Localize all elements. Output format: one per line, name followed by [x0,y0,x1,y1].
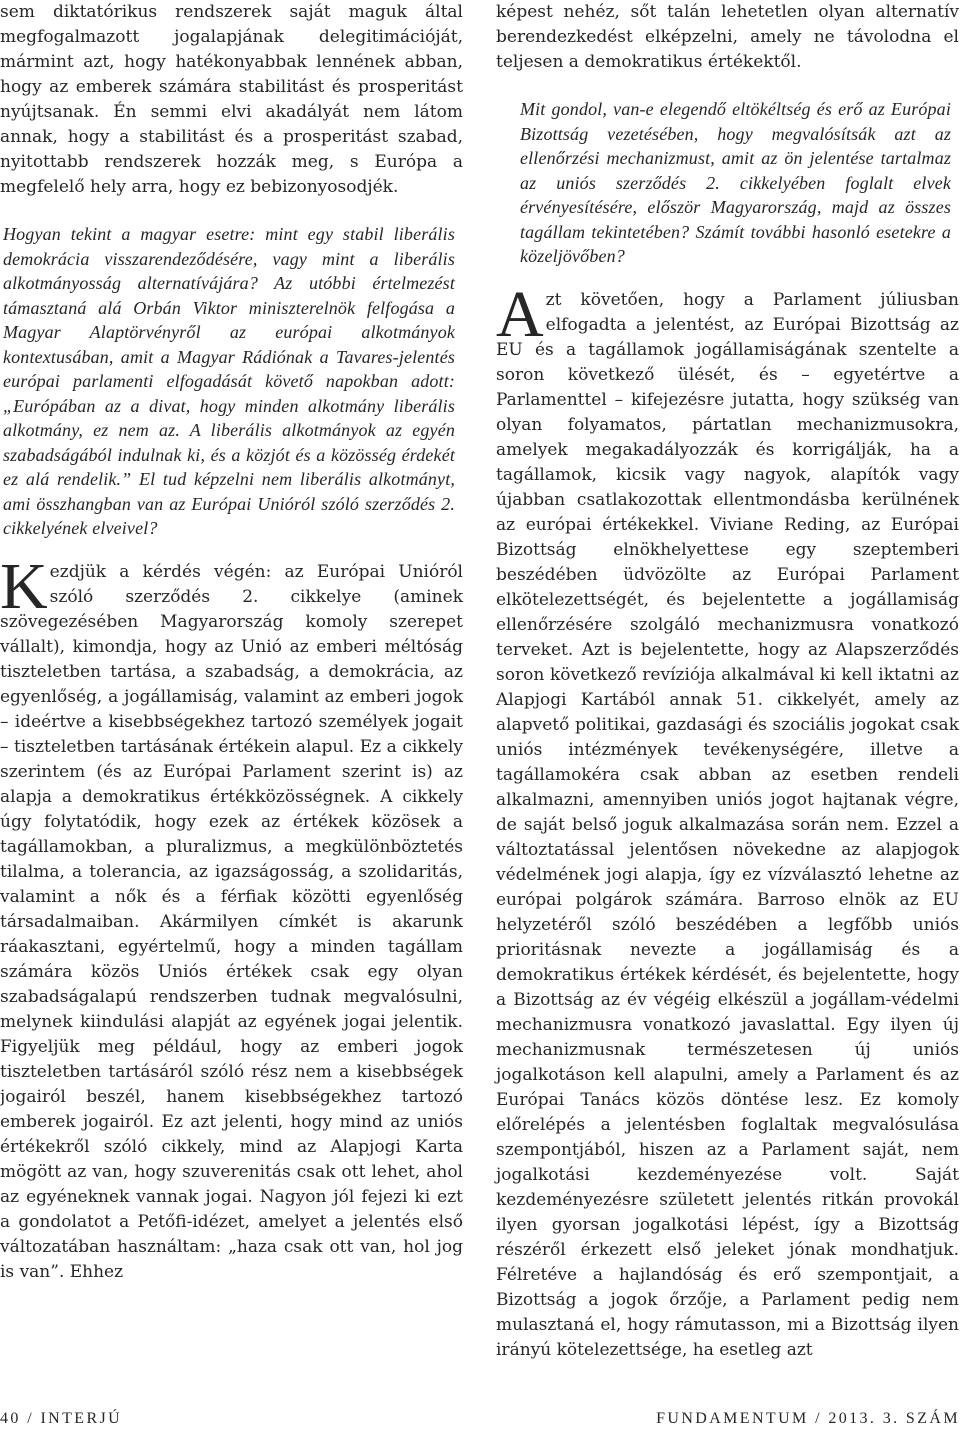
interview-question: Mit gondol, van-e elegendő eltökéltség és erő az Európai Bizottság vezetésében, hogy megvalósítsák azt az ellenőrzési mechanizmust, amit az ön jelentése tartalmaz az uniós szerződés 2. cikkelyében foglalt elvek érvényesítésére, először Magyarország, majd az összes tagállam tekintetében? Számít további hasonló esetekre a közeljövőben? [520,99,951,266]
right-column [496,0,959,1363]
page-footer-publication: FUNDAMENTUM / 2013. 3. SZÁM [656,1410,960,1427]
drop-cap: K [0,549,48,623]
page-footer-section: 40 / INTERJÚ [0,1410,123,1427]
interview-question: Hogyan tekint a magyar esetre: mint egy stabil liberális demokrácia visszarendeződésére, vagy mint a liberális alkotmányosság alternatívájára? Az utóbbi értelmezést támasztaná alá Orbán Viktor miniszterelnök felfogása a Magyar Alaptörvényről az európai alkotmányok kontextusában, amit a Magyar Rádiónak a Tavares-jelentés európai parlamenti elfogadását követő napokban adott: „Európában az a divat, hogy minden alkotmány liberális alkotmány, ez nem az. A liberális alkotmányok az egyén szabadságából indulnak ki, és a közjót és a közösség érdekét ez alá rendelik.” El tud képzelni nem liberális alkotmányt, ami összhangban van az Európai Unióról szóló szerződés 2. cikkelyének elveivel? [3,224,455,538]
left-column [0,0,463,1285]
body-paragraph: képest nehéz, sőt talán lehetetlen olyan alternatív berendezkedést elképzelni, amely ne távolodna el teljesen a demokratikus értékektől. [496,2,959,72]
drop-cap: A [496,277,544,351]
answer-block [496,277,959,1363]
answer-block [0,549,463,1285]
answer-paragraph: zt követően, hogy a Parlament júliusban elfogadta a jelentést, az Európai Bizottság az EU és a tagállamok jogállamiságának szentelte a soron következő ülését, és – egyetértve a Parlamenttel – kifejezésre jutatta, hogy szükség van olyan folyamatos, pártatlan mechanizmusokra, amelyek megakadályozzák és korrigálják, ha a tagállamok, kicsik vagy nagyok, alapítók vagy újabban csatlakozottak ellentmondásba kerülnének az európai értékekkel. Viviane Reding, az Európai Bizottság elnökhelyettese egy szeptemberi beszédében üdvözölte az Európai Parlament elkötelezettségét, és bejelentette a jogállamiság ellenőrzésére szolgáló mechanizmusra vonatkozó terveket. Azt is bejelentette, hogy az Alapszerződés soron következő revíziója alkalmával ki kell iktatni az Alapjogi Kartából annak 51. cikkelyét, amely az alapvető politikai, gazdasági és szociális jogokat csak uniós intézmények tevékenységére, illetve a tagállamokéra csak abban az esetben rendeli alkalmazni, amennyiben uniós jogot hajtanak végre, de saját belső joguk alkalmazása során nem. Ezzel a változtatással jelentősen növekedne az alapjogok védelmének jogi alapja, így ez vízválasztó lehetne az európai polgárok számára. Barroso elnök az EU helyzetéről szóló beszédében a legfőbb uniós prioritásnak nevezte a jogállamiság és a demokratikus értékek kérdését, és bejelentette, hogy a Bizottság az év végéig elkészül a jogállam-védelmi mechanizmusra vonatkozó javaslattal. Egy ilyen új mechanizmusnak természetesen új uniós jogalkotáson kell alapulni, amely a Parlament és az Európai Tanács közös döntése lesz. Ez komoly előrelépés a jelentésben foglaltak megvalósulása szempontjából, hiszen az a Parlament saját, nem jogalkotási kezdeményezése volt. Saját kezdeményezésre született jelentés ritkán provokál ilyen gyorsan jogalkotási lépést, így a Bizottság részéről érkezett első jeleket jónak mondhatjuk. Félretéve a hajlandóság és erő szempontjait, a Bizottság a jogok őrzője, a Parlament pedig nem mulasztaná el, hogy rámutasson, mi a Bizottság ilyen irányú kötelezettsége, ha esetleg azt [496,289,959,1360]
answer-paragraph: ezdjük a kérdés végén: az Európai Unióról szóló szerződés 2. cikkelye (aminek szövegezésében Magyarország komoly szerepet vállalt), kimondja, hogy az Unió az emberi méltóság tiszteletben tartása, a szabadság, a demokrácia, az egyenlőség, a jogállamiság, valamint az emberi jogok – ideértve a kisebbségekhez tartozó személyek jogait – tiszteletben tartásának értékein alapul. Ez a cikkely szerintem (és az Európai Parlament szerint is) az alapja a demokratikus értékközösségnek. A cikkely úgy folytatódik, hogy ezek az értékek közösek a tagállamokban, a pluralizmus, a megkülönböztetés tilalma, a tolerancia, az igazságosság, a szolidaritás, valamint a nők és a férfiak közötti egyenlőség társadalmaiban. Akármilyen címkét is akarunk ráakasztani, egyértelmű, hogy a minden tagállam számára közös Uniós értékek csak egy olyan szabadságalapú rendszerben tudnak megvalósulni, melynek kiindulási alapját az egyének jogai jelentik. Figyeljük meg például, hogy az emberi jogok tiszteletben tartásáról szóló rész nem a kisebbségek jogairól beszél, hanem kisebbségekhez tartozó emberek jogairól. Ez azt jelenti, hogy mind az uniós értékekről szóló cikkely, mind az Alapjogi Karta mögött az van, hogy szuverenitás csak ott lehet, ahol az egyéneknek vannak jogai. Nagyon jól fejezi ki ezt a gondolatot a Petőfi-idézet, amelyet a jelentés első változatában használtam: „haza csak ott van, hol jog is van”. Ehhez [0,561,463,1282]
body-paragraph: sem diktatórikus rendszerek saját maguk által megfogalmazott jogalapjának delegitimációját, mármint azt, hogy hatékonyabbak lennének abban, hogy az emberek számára stabilitást és prosperitást nyújtsanak. Én semmi elvi akadályát nem látom annak, hogy a stabilitást és a prosperitást szabad, nyitottabb rendszerek hozzák meg, s Európa a megfelelő hely arra, hogy ez bebizonyosodjék. [0,2,463,197]
